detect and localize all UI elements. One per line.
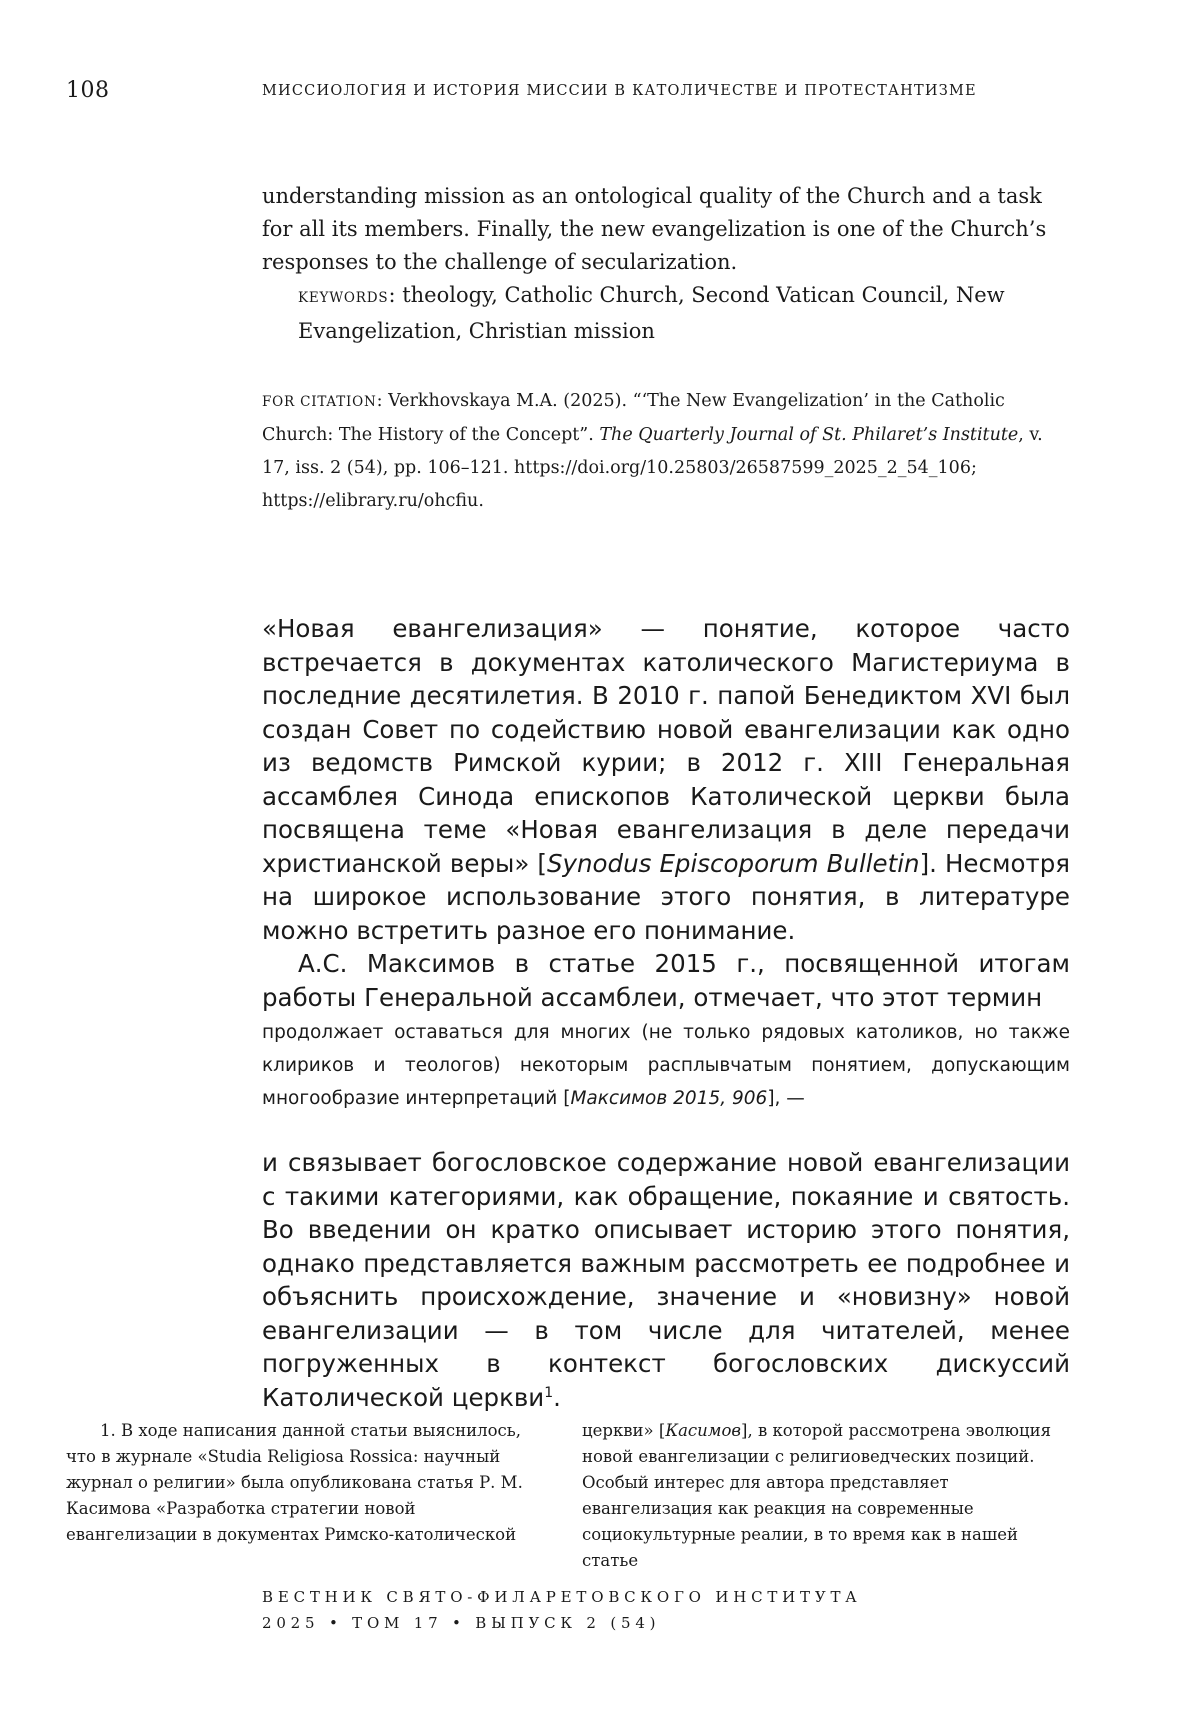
quote-citation: Максимов 2015, 906 (570, 1088, 768, 1109)
body-paragraph-1 (262, 612, 1070, 947)
abstract-text: understanding mission as an ontological quality of the Church and a task for all its members. Finally, the new evangelization is one of the Church’s responses to the challenge of secularization. (262, 184, 1047, 274)
footnote-1-continued (582, 1418, 1062, 1574)
body-text-continued (262, 1146, 1070, 1414)
citation-journal: The Quarterly Journal of St. Philaret’s Institute (599, 425, 1019, 445)
page-number: 108 (66, 78, 110, 103)
body-p3-end: . (553, 1382, 561, 1412)
journal-name: ВЕСТНИК СВЯТО-ФИЛАРЕТОВСКОГО ИНСТИТУТА (262, 1588, 862, 1606)
running-title: МИССИОЛОГИЯ И ИСТОРИЯ МИССИИ В КАТОЛИЧЕСТВЕ И ПРОТЕСТАНТИЗМЕ (262, 83, 977, 99)
running-head (66, 78, 1134, 108)
citation-after-journal: , v. 17, iss. 2 (54), pp. 106–121. https://doi.org/10.25803/26587599_2025_2_54_106; https://elibrary.ru/ohcfiu. (262, 425, 1043, 511)
block-quote (262, 1016, 1070, 1115)
body-p1-text: «Новая евангелизация» — понятие, которое часто встречается в документах католического Магистериума в последние десятилетия. В 2010 г. папой Бенедиктом XVI был создан Совет по содействию новой евангелизации как одно из ведомств Римской курии; в 2012 г. XIII Генеральная ассамблея Синода епископов Католической церкви была посвящена теме «Новая евангелизация в деле передачи христианской веры» [ (262, 614, 1070, 878)
quote-text-end: ], — (767, 1088, 805, 1109)
journal-footer (262, 1588, 861, 1632)
body-paragraph-2: А.С. Максимов в статье 2015 г., посвященной итогам работы Генеральной ассамблеи, отмечает, что этот термин (262, 949, 1070, 1012)
footnote-citation: Касимов (665, 1421, 742, 1440)
footnote-column-left (66, 1418, 546, 1548)
footnote-column-right (582, 1418, 1062, 1574)
body-p3-text: и связывает богословское содержание новой евангелизации с такими категориями, как обращение, покаяние и святость. Во введении он кратко описывает историю этого понятия, однако представляется важным рассмотреть ее подробнее и объяснить происхождение, значение и «новизну» новой евангелизации — в том числе для читателей, менее погруженных в контекст богословских дискуссий Католической церкви (262, 1148, 1070, 1412)
keywords-label: KEYWORDS (298, 290, 389, 306)
footnote-text-end: ], в которой рассмотрена эволюция новой евангелизации с религиоведческих позиций. Особый интерес для автора представляет евангелизация как реакция на современные социокультурные реалии, в то время как в нашей статье (582, 1421, 1052, 1570)
abstract-section (262, 180, 1070, 348)
body-p1-text-end: ]. Несмотря на широкое использование этого понятия, в литературе можно встретить разное его понимание. (262, 848, 1070, 945)
body-paragraph-3 (262, 1146, 1070, 1414)
quote-text (262, 1016, 1070, 1115)
footnotes (66, 1418, 1070, 1570)
body-text (262, 612, 1070, 1014)
citation-before-journal: : Verkhovskaya M.A. (2025). “‘The New Evangelization’ in the Catholic Church: The History of the Concept”. (262, 391, 1005, 445)
footnote-1-start: 1. В ходе написания данной статьи выяснилось, что в журнале «Studia Religiosa Rossica: научный журнал о религии» была опубликована статья Р. М. Касимова «Разработка стратегии новой евангелизации в документах Римско-католической (66, 1421, 523, 1544)
keywords-line (262, 279, 1070, 348)
citation-label: FOR CITATION (262, 394, 377, 410)
citation-text (262, 385, 1070, 518)
keywords-text: : theology, Catholic Church, Second Vatican Council, New Evangelization, Christian mission (298, 283, 1005, 343)
quote-text-start: продолжает оставаться для многих (не только рядовых католиков, но также клириков и теологов) некоторым расплывчатым понятием, допускающим многообразие интерпретаций [ (262, 1022, 1070, 1109)
body-p1-italic: Synodus Episcoporum Bulletin (546, 848, 920, 878)
footnote-ref[interactable]: 1 (544, 1384, 554, 1401)
footnote-text: церкви» [ (582, 1421, 666, 1440)
journal-issue: 2025 • ТОМ 17 • ВЫПУСК 2 (54) (262, 1614, 661, 1632)
citation-block (262, 385, 1070, 518)
